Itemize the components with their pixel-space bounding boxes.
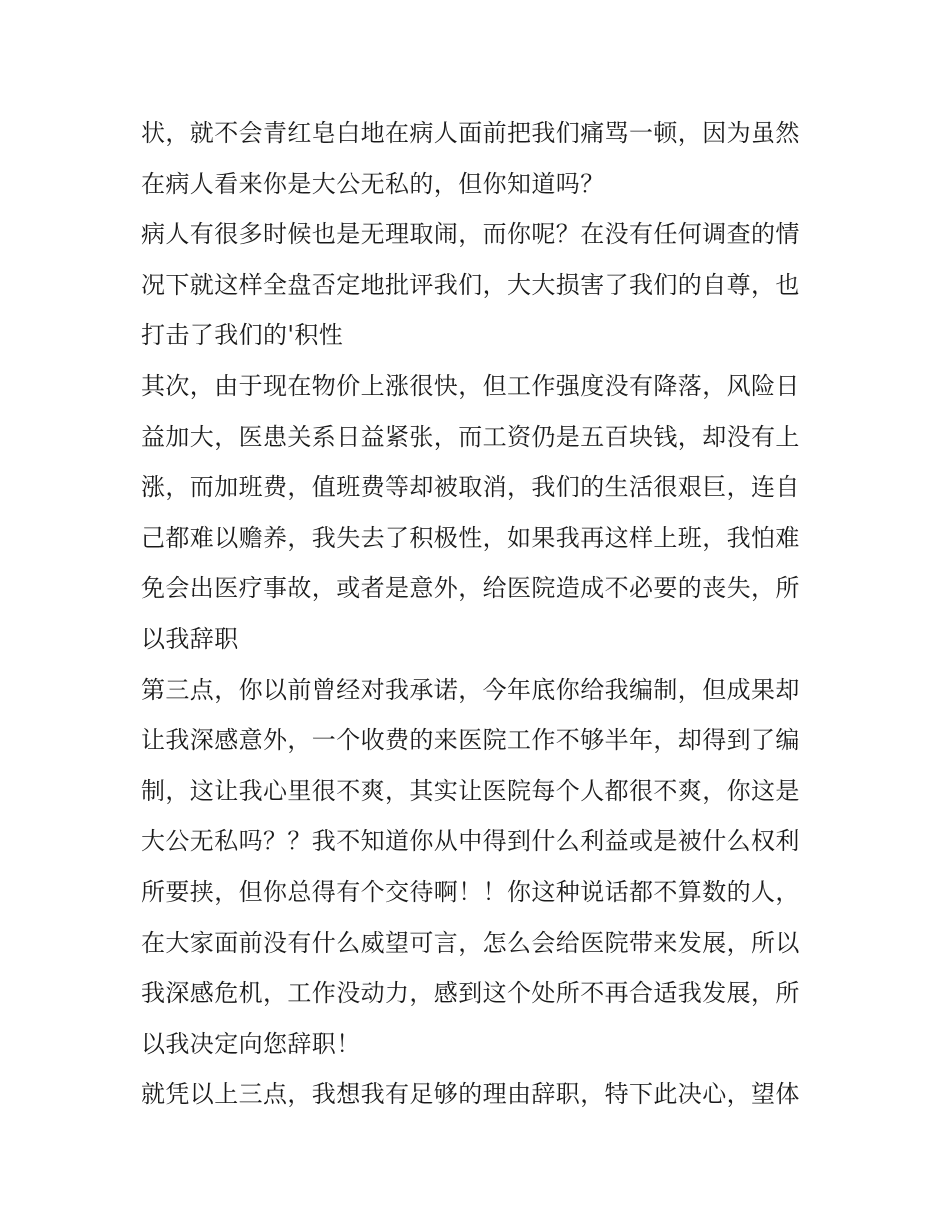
text-line: 大公无私吗？？我不知道你从中得到什么利益或是被什么权利 [141,827,800,856]
text-line: 其次，由于现在物价上涨很快，但工作强度没有降落，风险日 [141,371,800,400]
text-line: 病人有很多时候也是无理取闹，而你呢？在没有任何调查的情 [141,220,800,249]
text-line: 涨，而加班费，值班费等却被取消，我们的生活很艰巨，连自 [141,473,800,502]
text-line: 制，这让我心里很不爽，其实让医院每个人都很不爽，你这是 [141,776,800,805]
text-line: 益加大，医患关系日益紧张，而工资仍是五百块钱，却没有上 [141,422,800,451]
text-line: 第三点，你以前曾经对我承诺，今年底你给我编制，但成果却 [141,675,800,704]
text-line: 打击了我们的'积性 [141,321,344,350]
text-line: 所要挟，但你总得有个交待啊！！你这种说话都不算数的人， [141,877,800,906]
text-line: 我深感危机，工作没动力，感到这个处所不再合适我发展，所 [141,979,800,1008]
text-line: 让我深感意外，一个收费的来医院工作不够半年，却得到了编 [141,726,800,755]
text-line: 免会出医疗事故，或者是意外，给医院造成不必要的丧失，所 [141,574,800,603]
text-line: 以我决定向您辞职！ [141,1029,361,1058]
text-line: 就凭以上三点，我想我有足够的理由辞职，特下此决心，望体 [141,1080,800,1109]
text-line: 况下就这样全盘否定地批评我们，大大损害了我们的自尊，也 [141,270,800,299]
text-line: 己都难以赡养，我失去了积极性，如果我再这样上班，我怕难 [141,523,800,552]
text-line: 在病人看来你是大公无私的，但你知道吗？ [141,169,605,198]
text-line: 以我辞职 [141,624,239,653]
text-line: 在大家面前没有什么威望可言，怎么会给医院带来发展，所以 [141,928,800,957]
body-text [141,108,831,1120]
text-line: 状，就不会青红皂白地在病人面前把我们痛骂一顿，因为虽然 [141,119,800,147]
